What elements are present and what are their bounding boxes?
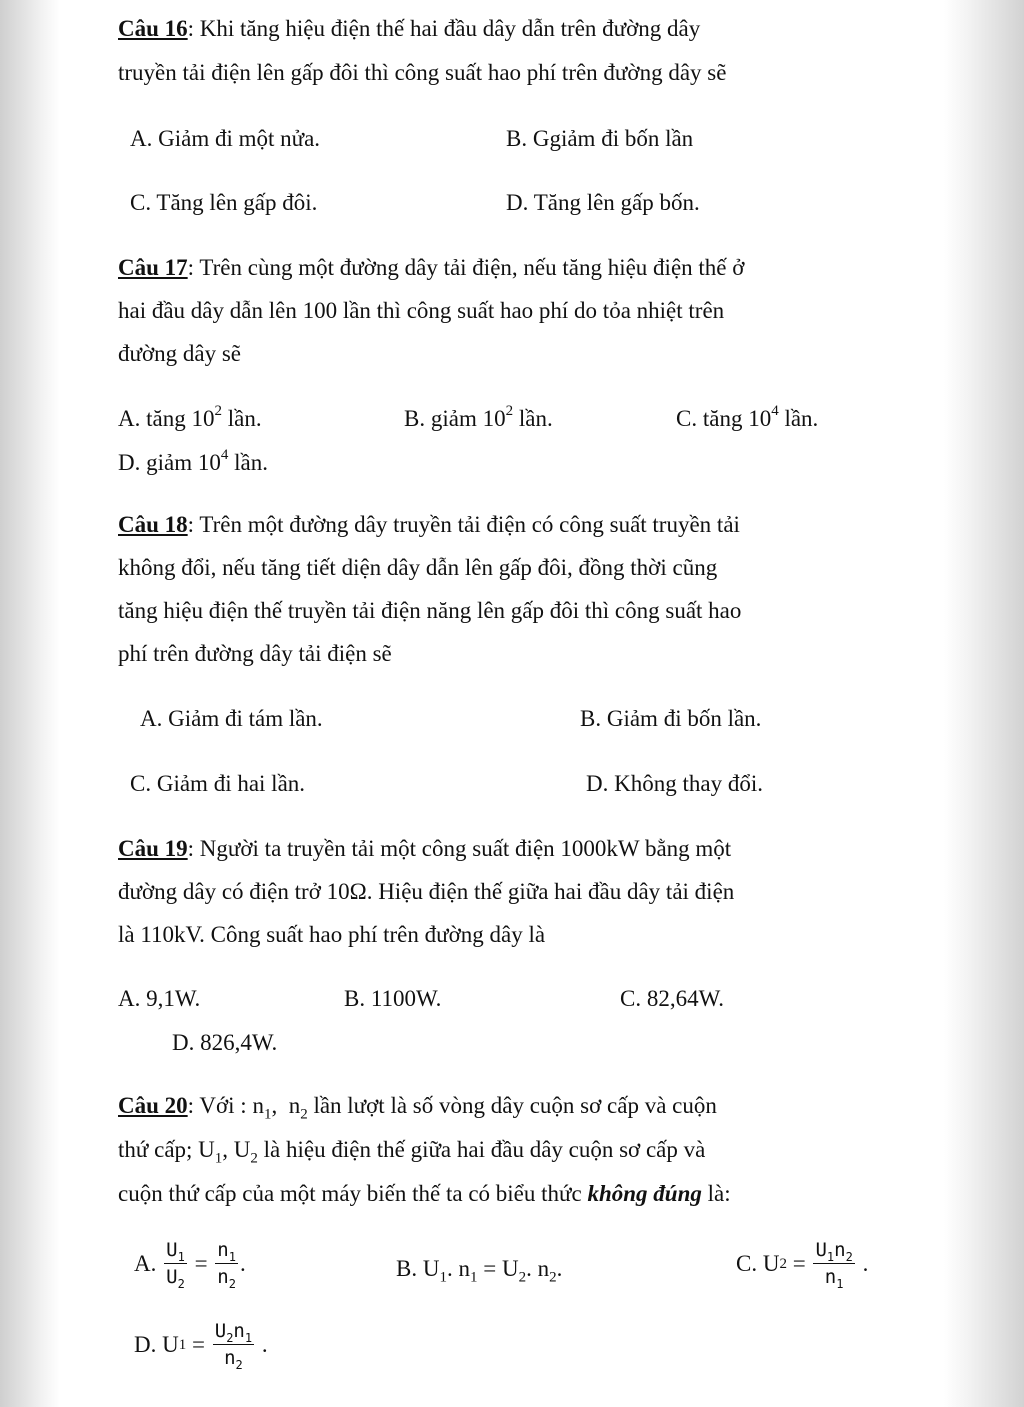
q17-option-d[interactable]: D. giảm $10^4$ lần. xyxy=(118,447,268,475)
q19-option-c[interactable]: C. 82,64W. xyxy=(620,986,724,1011)
q16-line2: truyền tải điện lên gấp đôi thì công suất hao phí trên đường dây sẽ xyxy=(118,60,727,85)
q16-line1: Câu 16: Khi tăng hiệu điện thế hai đầu dây dẫn trên đường dây xyxy=(118,16,701,41)
q18-option-c[interactable]: C. Giảm đi hai lần. xyxy=(130,771,306,796)
q18-option-b[interactable]: B. Giảm đi bốn lần. xyxy=(580,706,762,731)
q20-option-d[interactable]: D. U 1 = $\frac{U_2n_1}{n_2}$ . xyxy=(134,1320,268,1372)
q20-option-c[interactable]: C. U 2 = $\frac{U_1n_2}{n_1}$ . xyxy=(736,1239,869,1291)
q19-line1: Câu 19: Người ta truyền tải một công suất điện 1000kW bằng một xyxy=(118,836,732,861)
q16-label: Câu 16 xyxy=(118,16,188,41)
q20-line1: Câu 20: Với : $n_1$, $n_2$ lần lượt là số vòng dây cuộn sơ cấp và cuộn xyxy=(118,1093,717,1123)
q18-line3: tăng hiệu điện thế truyền tải điện năng lên gấp đôi thì công suất hao xyxy=(118,598,742,623)
q16-option-d[interactable]: D. Tăng lên gấp bốn. xyxy=(506,190,700,215)
fraction-u1-u2: $\frac{U_1}{U_2}$ xyxy=(166,1239,185,1291)
q20-option-b[interactable]: B. $U_1$. $n_1 = U_2$. $n_2$. xyxy=(396,1256,563,1286)
fraction-n1-n2: $\frac{n_1}{n_2}$ xyxy=(217,1239,236,1291)
q17-label: Câu 17 xyxy=(118,255,188,280)
emphasis-not-correct: không đúng xyxy=(587,1181,702,1206)
q17-option-c[interactable]: C. tăng $10^4$ lần. xyxy=(676,403,819,431)
q18-line4: phí trên đường dây tải điện sẽ xyxy=(118,641,392,666)
q17-line3: đường dây sẽ xyxy=(118,341,241,366)
q19-label: Câu 19 xyxy=(118,836,188,861)
q17-line1: Câu 17: Trên cùng một đường dây tải điện, nếu tăng hiệu điện thế ở xyxy=(118,255,745,280)
page-shadow-left xyxy=(0,0,60,1407)
q18-line1: Câu 18: Trên một đường dây truyền tải điện có công suất truyền tải xyxy=(118,512,740,537)
fraction-u1n2-n1: $\frac{U_1n_2}{n_1}$ xyxy=(815,1239,853,1291)
q16-option-a[interactable]: A. Giảm đi một nửa. xyxy=(130,126,321,151)
q20-label: Câu 20 xyxy=(118,1093,188,1118)
page-shadow-right xyxy=(944,0,1024,1407)
q18-line2: không đổi, nếu tăng tiết diện dây dẫn lên gấp đôi, đồng thời cũng xyxy=(118,555,718,580)
q19-option-a[interactable]: A. 9,1W. xyxy=(118,986,201,1011)
q17-option-b[interactable]: B. giảm $10^2$ lần. xyxy=(404,403,553,431)
q20-line2: thứ cấp; $U_1$, $U_2$ là hiệu điện thế giữa hai đầu dây cuộn sơ cấp và xyxy=(118,1137,706,1167)
q20-option-a[interactable]: A. $\frac{U_1}{U_2}$ = $\frac{n_1}{n_2}$ . xyxy=(134,1239,246,1291)
fraction-u2n1-n2: $\frac{U_2n_1}{n_2}$ xyxy=(214,1320,253,1372)
q17-line2: hai đầu dây dẫn lên 100 lần thì công suất hao phí do tỏa nhiệt trên xyxy=(118,298,725,323)
q19-option-d[interactable]: D. 826,4W. xyxy=(172,1030,278,1055)
q19-line3: là 110kV. Công suất hao phí trên đường dây là xyxy=(118,922,546,947)
q16-option-c[interactable]: C. Tăng lên gấp đôi. xyxy=(130,190,318,215)
q18-option-d[interactable]: D. Không thay đổi. xyxy=(586,771,763,796)
q17-option-a[interactable]: A. tăng $10^2$ lần. xyxy=(118,403,262,431)
q20-line3: cuộn thứ cấp của một máy biến thế ta có biểu thức không đúng là: xyxy=(118,1181,731,1206)
q19-line2: đường dây có điện trở 10Ω. Hiệu điện thế giữa hai đầu dây tải điện xyxy=(118,879,735,904)
q19-option-b[interactable]: B. 1100W. xyxy=(344,986,442,1011)
q16-option-b[interactable]: B. Ggiảm đi bốn lần xyxy=(506,126,694,151)
q18-option-a[interactable]: A. Giảm đi tám lần. xyxy=(140,706,323,731)
q18-label: Câu 18 xyxy=(118,512,188,537)
